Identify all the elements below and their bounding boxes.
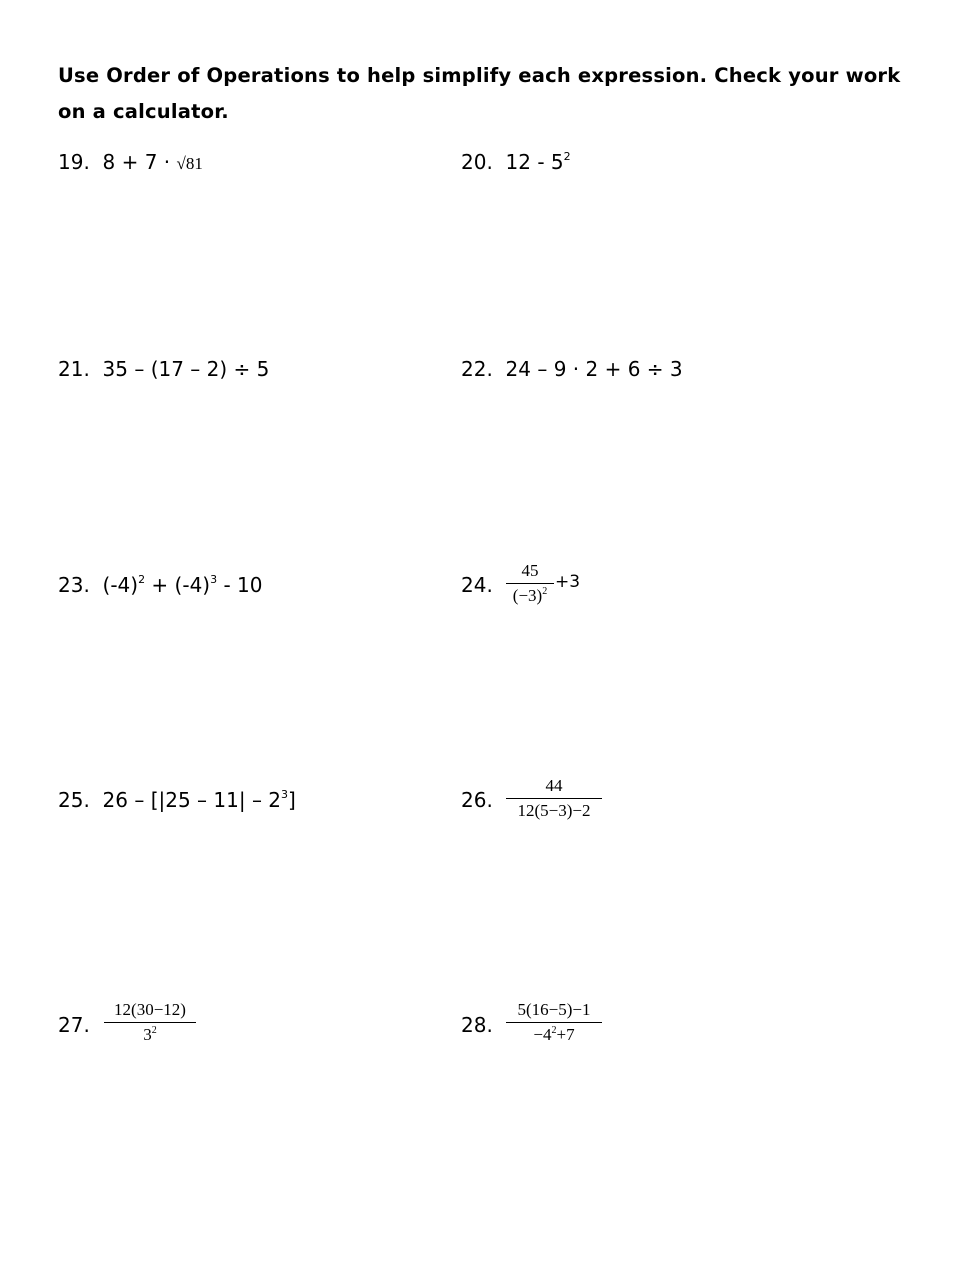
- problem-27-number: 27.: [58, 1013, 90, 1037]
- exponent: 2: [151, 1025, 157, 1036]
- denominator-base: (−3): [512, 586, 543, 605]
- expression: 12 - 5: [505, 150, 564, 174]
- numerator: 5(16−5)−1: [517, 1000, 591, 1019]
- expression-part: + (-4): [145, 573, 211, 597]
- exponent: 2: [551, 1025, 557, 1036]
- problem-23: [58, 573, 263, 597]
- problem-21: [58, 357, 269, 381]
- problem-19: [58, 150, 203, 174]
- exponent: 2: [542, 586, 548, 597]
- expression: 24 – 9 · 2 + 6 ÷ 3: [505, 357, 683, 381]
- expression-part: - 10: [217, 573, 263, 597]
- problem-number: 19.: [58, 150, 90, 174]
- problem-27-fraction: [104, 1000, 196, 1045]
- exponent: 2: [138, 573, 146, 586]
- problem-number: 21.: [58, 357, 90, 381]
- problem-28-number: 28.: [461, 1013, 493, 1037]
- expression-part: ]: [288, 788, 296, 812]
- problem-number: 20.: [461, 150, 493, 174]
- denominator: [506, 1023, 602, 1045]
- problem-24-number: 24.: [461, 573, 493, 597]
- problem-26-fraction: [506, 776, 602, 821]
- problem-number: 25.: [58, 788, 90, 812]
- denominator: [104, 1023, 196, 1045]
- expression-part: 26 – [|25 – 11| – 2: [102, 788, 282, 812]
- problem-26-number: 26.: [461, 788, 493, 812]
- problem-24-fraction: [506, 561, 554, 606]
- problem-number: 23.: [58, 573, 90, 597]
- denominator-base: 3: [143, 1025, 152, 1044]
- denominator-part: +7: [556, 1025, 575, 1044]
- denominator-part: −4: [533, 1025, 552, 1044]
- expression-part: (-4): [102, 573, 139, 597]
- instructions: Use Order of Operations to help simplify each expression. Check your work on a calculator.: [58, 64, 901, 123]
- exponent: 3: [210, 573, 218, 586]
- problem-number: 22.: [461, 357, 493, 381]
- problem-22: [461, 357, 683, 381]
- denominator: 12(5−3)−2: [517, 801, 591, 820]
- denominator: [506, 584, 554, 606]
- numerator: 12(30−12): [114, 1000, 186, 1019]
- expression: 35 – (17 – 2) ÷ 5: [102, 357, 270, 381]
- numerator: 44: [545, 776, 563, 795]
- problem-20: [461, 150, 571, 174]
- expression: 8 + 7 ·: [102, 150, 177, 174]
- problem-24-tail: +3: [555, 572, 581, 592]
- problem-28-fraction: [506, 1000, 602, 1045]
- exponent: 2: [563, 150, 571, 163]
- radical: √81: [176, 154, 203, 173]
- numerator: 45: [521, 561, 539, 580]
- problem-25: [58, 788, 296, 812]
- exponent: 3: [281, 788, 289, 801]
